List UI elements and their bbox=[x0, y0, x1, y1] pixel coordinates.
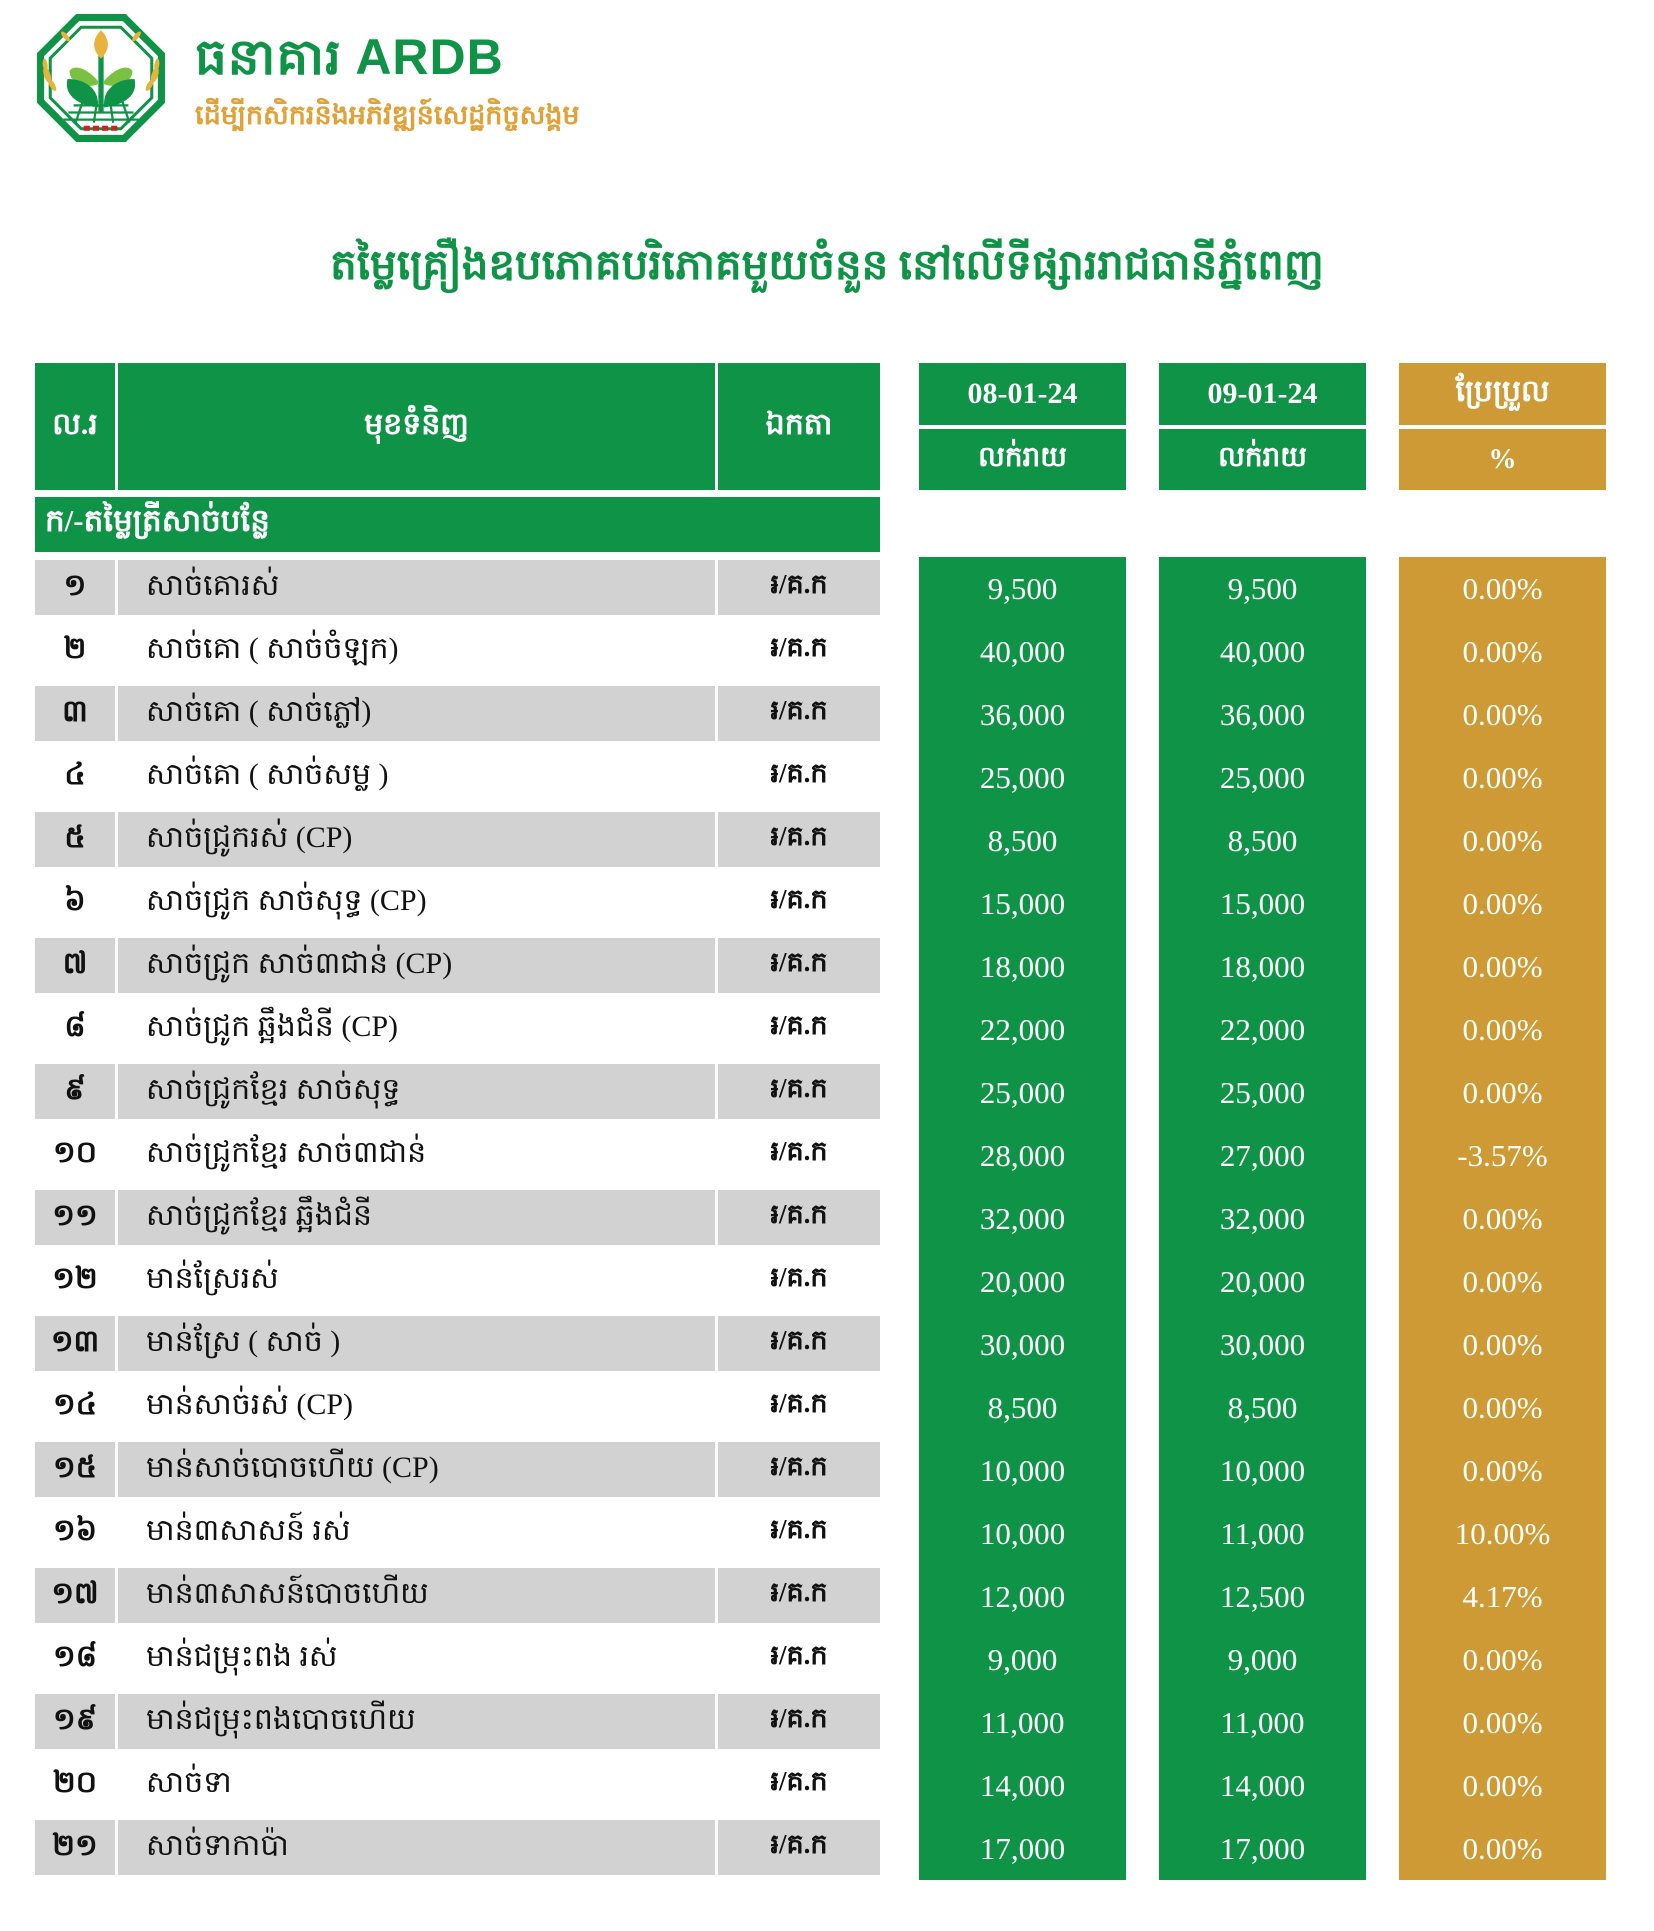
row-change-percent: 0.00% bbox=[1462, 633, 1543, 669]
row-number: ១១ bbox=[35, 1190, 115, 1245]
table-row bbox=[35, 1316, 880, 1371]
row-change-percent: 0.00% bbox=[1462, 1011, 1543, 1047]
row-item-name: មាន់សាច់រស់ (CP) bbox=[118, 1379, 715, 1434]
row-number: ១៦ bbox=[35, 1505, 115, 1560]
table-row bbox=[35, 1568, 880, 1623]
row-item-name: មាន់ជម្រុះពងបោចហើយ bbox=[118, 1694, 715, 1749]
header-date1: 08-01-24 bbox=[919, 363, 1126, 425]
row-unit: ៛/គ.ក bbox=[718, 1064, 880, 1119]
row-change-percent: 0.00% bbox=[1462, 570, 1543, 606]
row-price-date2: 27,000 bbox=[1219, 1137, 1306, 1173]
brand-header bbox=[35, 12, 580, 144]
row-unit: ៛/គ.ក bbox=[718, 623, 880, 678]
brand-text bbox=[195, 12, 580, 138]
table-row bbox=[35, 1505, 880, 1560]
row-price-date1: 25,000 bbox=[979, 1074, 1066, 1110]
row-item-name: សាច់ជ្រូកខ្មែរ សាច់សុទ្ធ bbox=[118, 1064, 715, 1119]
row-number: ៩ bbox=[35, 1064, 115, 1119]
table-row bbox=[35, 1127, 880, 1182]
row-price-date1: 10,000 bbox=[979, 1515, 1066, 1551]
row-price-date1: 9,500 bbox=[987, 570, 1058, 606]
price-column-date2 bbox=[1159, 363, 1366, 1880]
header-no: ល.រ bbox=[35, 363, 115, 490]
header-date2: 09-01-24 bbox=[1159, 363, 1366, 425]
row-price-date2: 15,000 bbox=[1219, 885, 1306, 921]
row-price-date2: 18,000 bbox=[1219, 948, 1306, 984]
row-number: ១០ bbox=[35, 1127, 115, 1182]
row-change-percent: 0.00% bbox=[1462, 696, 1543, 732]
row-price-date1: 36,000 bbox=[979, 696, 1066, 732]
row-price-date1: 15,000 bbox=[979, 885, 1066, 921]
row-price-date1: 8,500 bbox=[987, 1389, 1058, 1425]
row-item-name: មាន់៣សាសន៍ រស់ bbox=[118, 1505, 715, 1560]
row-unit: ៛/គ.ក bbox=[718, 1820, 880, 1875]
row-unit: ៛/គ.ក bbox=[718, 1505, 880, 1560]
header-change: ប្រែប្រួល bbox=[1399, 363, 1606, 425]
row-number: ៨ bbox=[35, 1001, 115, 1056]
row-number: ១២ bbox=[35, 1253, 115, 1308]
table-row bbox=[35, 1379, 880, 1434]
row-number: ១៤ bbox=[35, 1379, 115, 1434]
header-percent: % bbox=[1399, 429, 1606, 490]
items-block bbox=[35, 363, 880, 1875]
row-number: ១៩ bbox=[35, 1694, 115, 1749]
row-unit: ៛/គ.ក bbox=[718, 686, 880, 741]
section-header: ក/-តម្លៃត្រីសាច់បន្លែ bbox=[35, 497, 880, 552]
table-row bbox=[35, 1757, 880, 1812]
change-column-header bbox=[1399, 363, 1606, 490]
table-row bbox=[35, 1631, 880, 1686]
table-row bbox=[35, 1820, 880, 1875]
table-row bbox=[35, 686, 880, 741]
price-table bbox=[35, 363, 1606, 1880]
row-unit: ៛/គ.ក bbox=[718, 1316, 880, 1371]
row-price-date2: 10,000 bbox=[1219, 1452, 1306, 1488]
row-number: ៣ bbox=[35, 686, 115, 741]
row-number: ១៨ bbox=[35, 1631, 115, 1686]
row-item-name: សាច់ជ្រូកខ្មែរ សាច់៣ជាន់ bbox=[118, 1127, 715, 1182]
row-change-percent: 0.00% bbox=[1462, 1641, 1543, 1677]
row-price-date2: 25,000 bbox=[1219, 759, 1306, 795]
row-number: ១៥ bbox=[35, 1442, 115, 1497]
row-price-date1: 12,000 bbox=[979, 1578, 1066, 1614]
row-unit: ៛/គ.ក bbox=[718, 1379, 880, 1434]
row-price-date1: 18,000 bbox=[979, 948, 1066, 984]
row-item-name: មាន់៣សាសន៍បោចហើយ bbox=[118, 1568, 715, 1623]
header-retail2: លក់រាយ bbox=[1159, 429, 1366, 490]
row-item-name: សាច់គោ ( សាច់ភ្លៅ) bbox=[118, 686, 715, 741]
row-price-date1: 20,000 bbox=[979, 1263, 1066, 1299]
row-unit: ៛/គ.ក bbox=[718, 938, 880, 993]
row-unit: ៛/គ.ក bbox=[718, 1253, 880, 1308]
row-unit: ៛/គ.ក bbox=[718, 1568, 880, 1623]
row-price-date1: 32,000 bbox=[979, 1200, 1066, 1236]
row-item-name: សាច់ជ្រូក ឆ្អឹងជំនី (CP) bbox=[118, 1001, 715, 1056]
row-item-name: មាន់សាច់បោចហើយ (CP) bbox=[118, 1442, 715, 1497]
row-number: ១ bbox=[35, 560, 115, 615]
table-row bbox=[35, 1190, 880, 1245]
row-price-date1: 30,000 bbox=[979, 1326, 1066, 1362]
row-unit: ៛/គ.ក bbox=[718, 560, 880, 615]
row-price-date1: 14,000 bbox=[979, 1767, 1066, 1803]
table-row bbox=[35, 1001, 880, 1056]
bank-name-latin: ARDB bbox=[355, 29, 504, 85]
row-change-percent: 0.00% bbox=[1462, 1263, 1543, 1299]
row-change-percent: 0.00% bbox=[1462, 1389, 1543, 1425]
row-price-date1: 9,000 bbox=[987, 1641, 1058, 1677]
row-unit: ៛/គ.ក bbox=[718, 1127, 880, 1182]
row-unit: ៛/គ.ក bbox=[718, 749, 880, 804]
row-number: ៧ bbox=[35, 938, 115, 993]
price2-cells bbox=[1159, 557, 1366, 1880]
bank-name-khmer: ធនាគារ bbox=[195, 29, 342, 85]
page-title: តម្លៃគ្រឿងឧបភោគបរិភោគមួយចំនួន នៅលើទីផ្សាររាជធានីភ្នំពេញ bbox=[330, 243, 1324, 289]
row-item-name: សាច់គោរស់ bbox=[118, 560, 715, 615]
table-row bbox=[35, 1253, 880, 1308]
row-price-date1: 10,000 bbox=[979, 1452, 1066, 1488]
row-item-name: មាន់ស្រែ ( សាច់ ) bbox=[118, 1316, 715, 1371]
row-price-date2: 30,000 bbox=[1219, 1326, 1306, 1362]
row-unit: ៛/គ.ក bbox=[718, 812, 880, 867]
row-price-date2: 11,000 bbox=[1220, 1704, 1305, 1740]
row-change-percent: 0.00% bbox=[1462, 1200, 1543, 1236]
row-item-name: សាច់ជ្រូក សាច់សុទ្ធ (CP) bbox=[118, 875, 715, 930]
price-column-date1-header bbox=[919, 363, 1126, 490]
row-unit: ៛/គ.ក bbox=[718, 1001, 880, 1056]
row-item-name: សាច់ជ្រូករស់ (CP) bbox=[118, 812, 715, 867]
row-change-percent: 0.00% bbox=[1462, 1767, 1543, 1803]
row-price-date1: 28,000 bbox=[979, 1137, 1066, 1173]
table-row bbox=[35, 1694, 880, 1749]
price1-cells bbox=[919, 557, 1126, 1880]
row-number: ៥ bbox=[35, 812, 115, 867]
row-number: ៦ bbox=[35, 875, 115, 930]
table-row bbox=[35, 938, 880, 993]
row-change-percent: -3.57% bbox=[1457, 1137, 1548, 1173]
items-header-row bbox=[35, 363, 880, 490]
row-item-name: សាច់ជ្រូកខ្មែរ ឆ្អឹងជំនី bbox=[118, 1190, 715, 1245]
row-item-name: សាច់ទា bbox=[118, 1757, 715, 1812]
row-unit: ៛/គ.ក bbox=[718, 1757, 880, 1812]
row-price-date2: 20,000 bbox=[1219, 1263, 1306, 1299]
row-item-name: សាច់គោ ( សាច់ចំឡក) bbox=[118, 623, 715, 678]
row-price-date1: 40,000 bbox=[979, 633, 1066, 669]
row-change-percent: 0.00% bbox=[1462, 759, 1543, 795]
row-number: ២១ bbox=[35, 1820, 115, 1875]
row-change-percent: 10.00% bbox=[1454, 1515, 1551, 1551]
row-change-percent: 0.00% bbox=[1462, 885, 1543, 921]
row-price-date1: 17,000 bbox=[979, 1830, 1066, 1866]
table-row bbox=[35, 1064, 880, 1119]
row-price-date2: 11,000 bbox=[1220, 1515, 1305, 1551]
row-price-date2: 9,500 bbox=[1227, 570, 1298, 606]
row-unit: ៛/គ.ក bbox=[718, 1694, 880, 1749]
row-change-percent: 4.17% bbox=[1462, 1578, 1543, 1614]
row-item-name: សាច់ជ្រូក សាច់៣ជាន់ (CP) bbox=[118, 938, 715, 993]
row-item-name: សាច់ទាកាប៉ា bbox=[118, 1820, 715, 1875]
row-price-date2: 8,500 bbox=[1227, 1389, 1298, 1425]
row-change-percent: 0.00% bbox=[1462, 1704, 1543, 1740]
row-price-date2: 12,500 bbox=[1219, 1578, 1306, 1614]
row-price-date2: 40,000 bbox=[1219, 633, 1306, 669]
table-row bbox=[35, 623, 880, 678]
row-item-name: សាច់គោ ( សាច់សម្ល ) bbox=[118, 749, 715, 804]
price-column-date1 bbox=[919, 363, 1126, 1880]
ardb-logo-icon bbox=[35, 12, 167, 144]
row-change-percent: 0.00% bbox=[1462, 822, 1543, 858]
row-price-date1: 22,000 bbox=[979, 1011, 1066, 1047]
row-unit: ៛/គ.ក bbox=[718, 1631, 880, 1686]
row-change-percent: 0.00% bbox=[1462, 1452, 1543, 1488]
row-price-date1: 25,000 bbox=[979, 759, 1066, 795]
row-item-name: មាន់ជម្រុះពង រស់ bbox=[118, 1631, 715, 1686]
row-unit: ៛/គ.ក bbox=[718, 875, 880, 930]
row-number: ៤ bbox=[35, 749, 115, 804]
header-item: មុខទំនិញ bbox=[118, 363, 715, 490]
row-number: ១៣ bbox=[35, 1316, 115, 1371]
row-price-date1: 11,000 bbox=[980, 1704, 1065, 1740]
row-unit: ៛/គ.ក bbox=[718, 1190, 880, 1245]
row-price-date1: 8,500 bbox=[987, 822, 1058, 858]
header-retail1: លក់រាយ bbox=[919, 429, 1126, 490]
row-change-percent: 0.00% bbox=[1462, 1326, 1543, 1362]
row-change-percent: 0.00% bbox=[1462, 1830, 1543, 1866]
row-change-percent: 0.00% bbox=[1462, 1074, 1543, 1110]
row-number: ២ bbox=[35, 623, 115, 678]
row-price-date2: 36,000 bbox=[1219, 696, 1306, 732]
header-unit: ឯកតា bbox=[718, 363, 880, 490]
bank-tagline: ដើម្បីកសិករនិងអភិវឌ្ឍន៍សេដ្ឋកិច្ចសង្គម bbox=[195, 100, 580, 130]
price-column-date2-header bbox=[1159, 363, 1366, 490]
table-row bbox=[35, 749, 880, 804]
row-price-date2: 17,000 bbox=[1219, 1830, 1306, 1866]
change-column bbox=[1399, 363, 1606, 1880]
row-item-name: មាន់ស្រែរស់ bbox=[118, 1253, 715, 1308]
row-number: ១៧ bbox=[35, 1568, 115, 1623]
row-price-date2: 22,000 bbox=[1219, 1011, 1306, 1047]
row-price-date2: 32,000 bbox=[1219, 1200, 1306, 1236]
table-row bbox=[35, 875, 880, 930]
row-unit: ៛/គ.ក bbox=[718, 1442, 880, 1497]
change-cells bbox=[1399, 557, 1606, 1880]
row-change-percent: 0.00% bbox=[1462, 948, 1543, 984]
table-row bbox=[35, 1442, 880, 1497]
row-number: ២០ bbox=[35, 1757, 115, 1812]
row-price-date2: 14,000 bbox=[1219, 1767, 1306, 1803]
table-rows-container bbox=[35, 560, 880, 1875]
row-price-date2: 25,000 bbox=[1219, 1074, 1306, 1110]
bank-name bbox=[195, 30, 580, 85]
row-price-date2: 8,500 bbox=[1227, 822, 1298, 858]
table-row bbox=[35, 560, 880, 615]
table-row bbox=[35, 812, 880, 867]
row-price-date2: 9,000 bbox=[1227, 1641, 1298, 1677]
